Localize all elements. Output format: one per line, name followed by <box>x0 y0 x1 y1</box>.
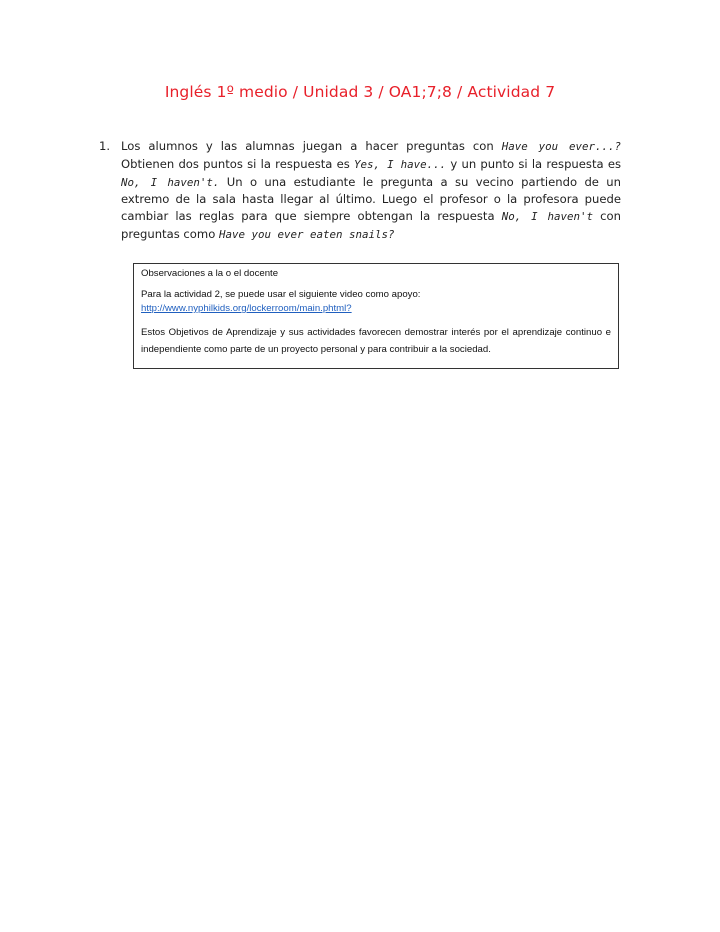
text-segment: Los alumnos y las alumnas juegan a hacer preguntas con <box>121 139 502 153</box>
text-segment: con preguntas como <box>121 209 621 241</box>
observations-intro: Para la actividad 2, se puede usar el siguiente video como apoyo: <box>141 288 421 300</box>
teacher-observations-box <box>133 263 619 369</box>
activity-description <box>121 138 621 244</box>
page-title: Inglés 1º medio / Unidad 3 / OA1;7;8 / Actividad 7 <box>164 83 556 101</box>
text-segment-italic: Have you ever eaten snails? <box>218 227 395 241</box>
video-link[interactable]: http://www.nyphilkids.org/lockerroom/main.phtml? <box>141 303 352 314</box>
observations-heading: Observaciones a la o el docente <box>141 268 279 279</box>
activity-list-item <box>99 138 621 244</box>
observations-note: Estos Objetivos de Aprendizaje y sus actividades favorecen demostrar interés por el aprendizaje continuo e independiente como parte de un proyecto personal y para contribuir a la sociedad. <box>141 326 611 355</box>
text-segment-italic: Have you ever...? <box>501 140 621 153</box>
text-segment: Obtienen dos puntos si la respuesta es <box>121 156 355 171</box>
text-segment: Un o una estudiante le pregunta a su vecino partiendo de un extremo de la sala hasta llegar al último. Luego el profesor o la profesora puede cambiar las reglas para que siempre obtengan la respuesta <box>121 174 621 224</box>
text-segment-italic: No, I haven't <box>501 210 594 224</box>
text-segment-italic: No, I haven't. <box>121 175 220 189</box>
text-segment: y un punto si la respuesta es <box>446 156 622 171</box>
text-segment-italic: Yes, I have... <box>354 157 447 171</box>
list-number: 1. <box>99 139 111 153</box>
